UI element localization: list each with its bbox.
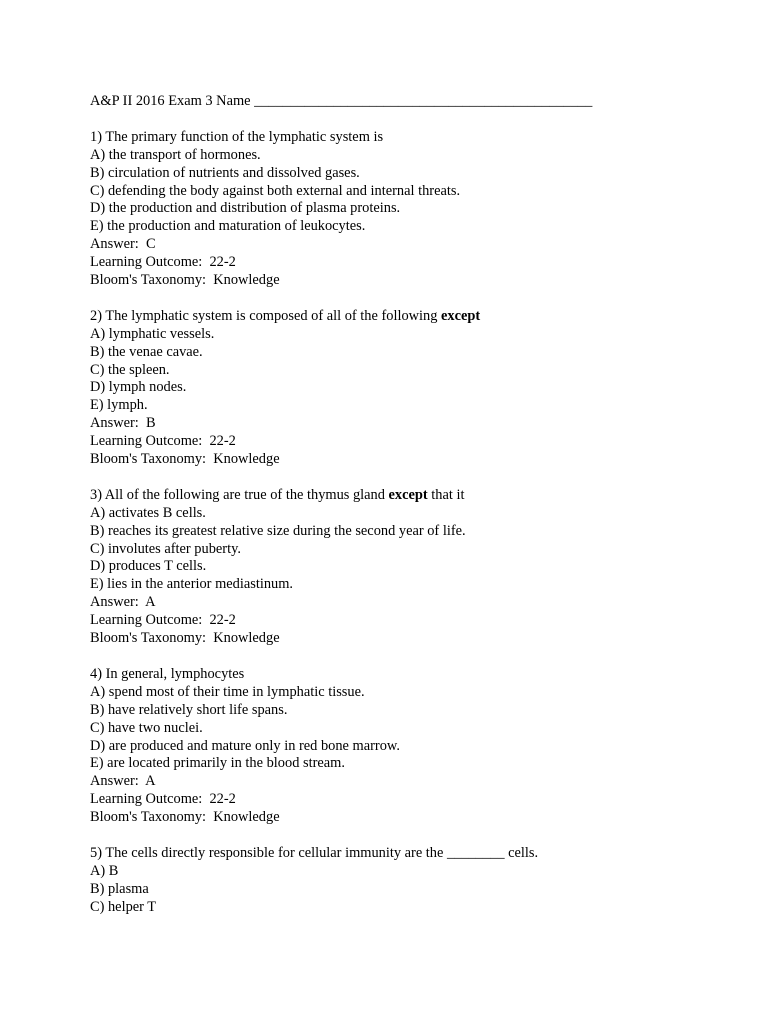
answer: Answer: B xyxy=(90,415,156,432)
question-1 xyxy=(90,129,730,290)
blooms-taxonomy: Bloom's Taxonomy: Knowledge xyxy=(90,630,280,647)
answer: Answer: A xyxy=(90,594,156,611)
option-a: A) activates B cells. xyxy=(90,504,206,521)
question-4 xyxy=(90,666,730,827)
option-c: C) defending the body against both external and internal threats. xyxy=(90,182,461,199)
option-b: B) have relatively short life spans. xyxy=(90,701,288,718)
question-5 xyxy=(90,845,730,917)
exam-title: A&P II 2016 Exam 3 Name xyxy=(90,93,251,109)
option-c: C) the spleen. xyxy=(90,361,170,378)
stem-emphasis: except xyxy=(388,486,428,503)
stem-text: 3) All of the following are true of the thymus gland xyxy=(90,486,389,503)
option-d: D) the production and distribution of plasma proteins. xyxy=(90,200,401,217)
option-c: C) involutes after puberty. xyxy=(90,540,241,557)
option-d: D) lymph nodes. xyxy=(90,379,187,396)
blooms-taxonomy: Bloom's Taxonomy: Knowledge xyxy=(90,451,280,468)
option-b: B) circulation of nutrients and dissolved gases. xyxy=(90,164,360,181)
option-b: B) the venae cavae. xyxy=(90,343,203,360)
option-d: D) produces T cells. xyxy=(90,558,207,575)
question-stem: 5) The cells directly responsible for cellular immunity are the ________ cells. xyxy=(90,844,539,861)
option-e: E) lies in the anterior mediastinum. xyxy=(90,576,294,593)
learning-outcome: Learning Outcome: 22-2 xyxy=(90,254,236,271)
option-d: D) are produced and mature only in red bone marrow. xyxy=(90,737,400,754)
stem-text-end: that it xyxy=(427,486,465,503)
option-e: E) the production and maturation of leukocytes. xyxy=(90,218,366,235)
option-e: E) lymph. xyxy=(90,397,148,414)
option-a: A) the transport of hormones. xyxy=(90,146,261,163)
question-stem: 1) The primary function of the lymphatic system is xyxy=(90,128,384,145)
blooms-taxonomy: Bloom's Taxonomy: Knowledge xyxy=(90,272,280,289)
blooms-taxonomy: Bloom's Taxonomy: Knowledge xyxy=(90,809,280,826)
name-blank: _______________________________________________ xyxy=(254,93,593,109)
learning-outcome: Learning Outcome: 22-2 xyxy=(90,433,236,450)
learning-outcome: Learning Outcome: 22-2 xyxy=(90,612,236,629)
question-stem xyxy=(90,487,730,505)
stem-emphasis: except xyxy=(441,307,481,324)
question-3 xyxy=(90,487,730,648)
option-a: A) spend most of their time in lymphatic tissue. xyxy=(90,683,365,700)
exam-page xyxy=(90,93,730,917)
option-b: B) plasma xyxy=(90,880,149,897)
question-stem xyxy=(90,308,730,326)
option-c: C) helper T xyxy=(90,898,157,915)
answer: Answer: A xyxy=(90,773,156,790)
option-a: A) B xyxy=(90,862,119,879)
exam-header xyxy=(90,93,730,111)
question-stem: 4) In general, lymphocytes xyxy=(90,665,245,682)
option-a: A) lymphatic vessels. xyxy=(90,325,215,342)
option-e: E) are located primarily in the blood stream. xyxy=(90,755,345,772)
option-c: C) have two nuclei. xyxy=(90,719,203,736)
stem-text: 2) The lymphatic system is composed of all of the following xyxy=(90,307,442,324)
question-2 xyxy=(90,308,730,469)
option-b: B) reaches its greatest relative size during the second year of life. xyxy=(90,522,466,539)
learning-outcome: Learning Outcome: 22-2 xyxy=(90,791,236,808)
answer: Answer: C xyxy=(90,236,156,253)
